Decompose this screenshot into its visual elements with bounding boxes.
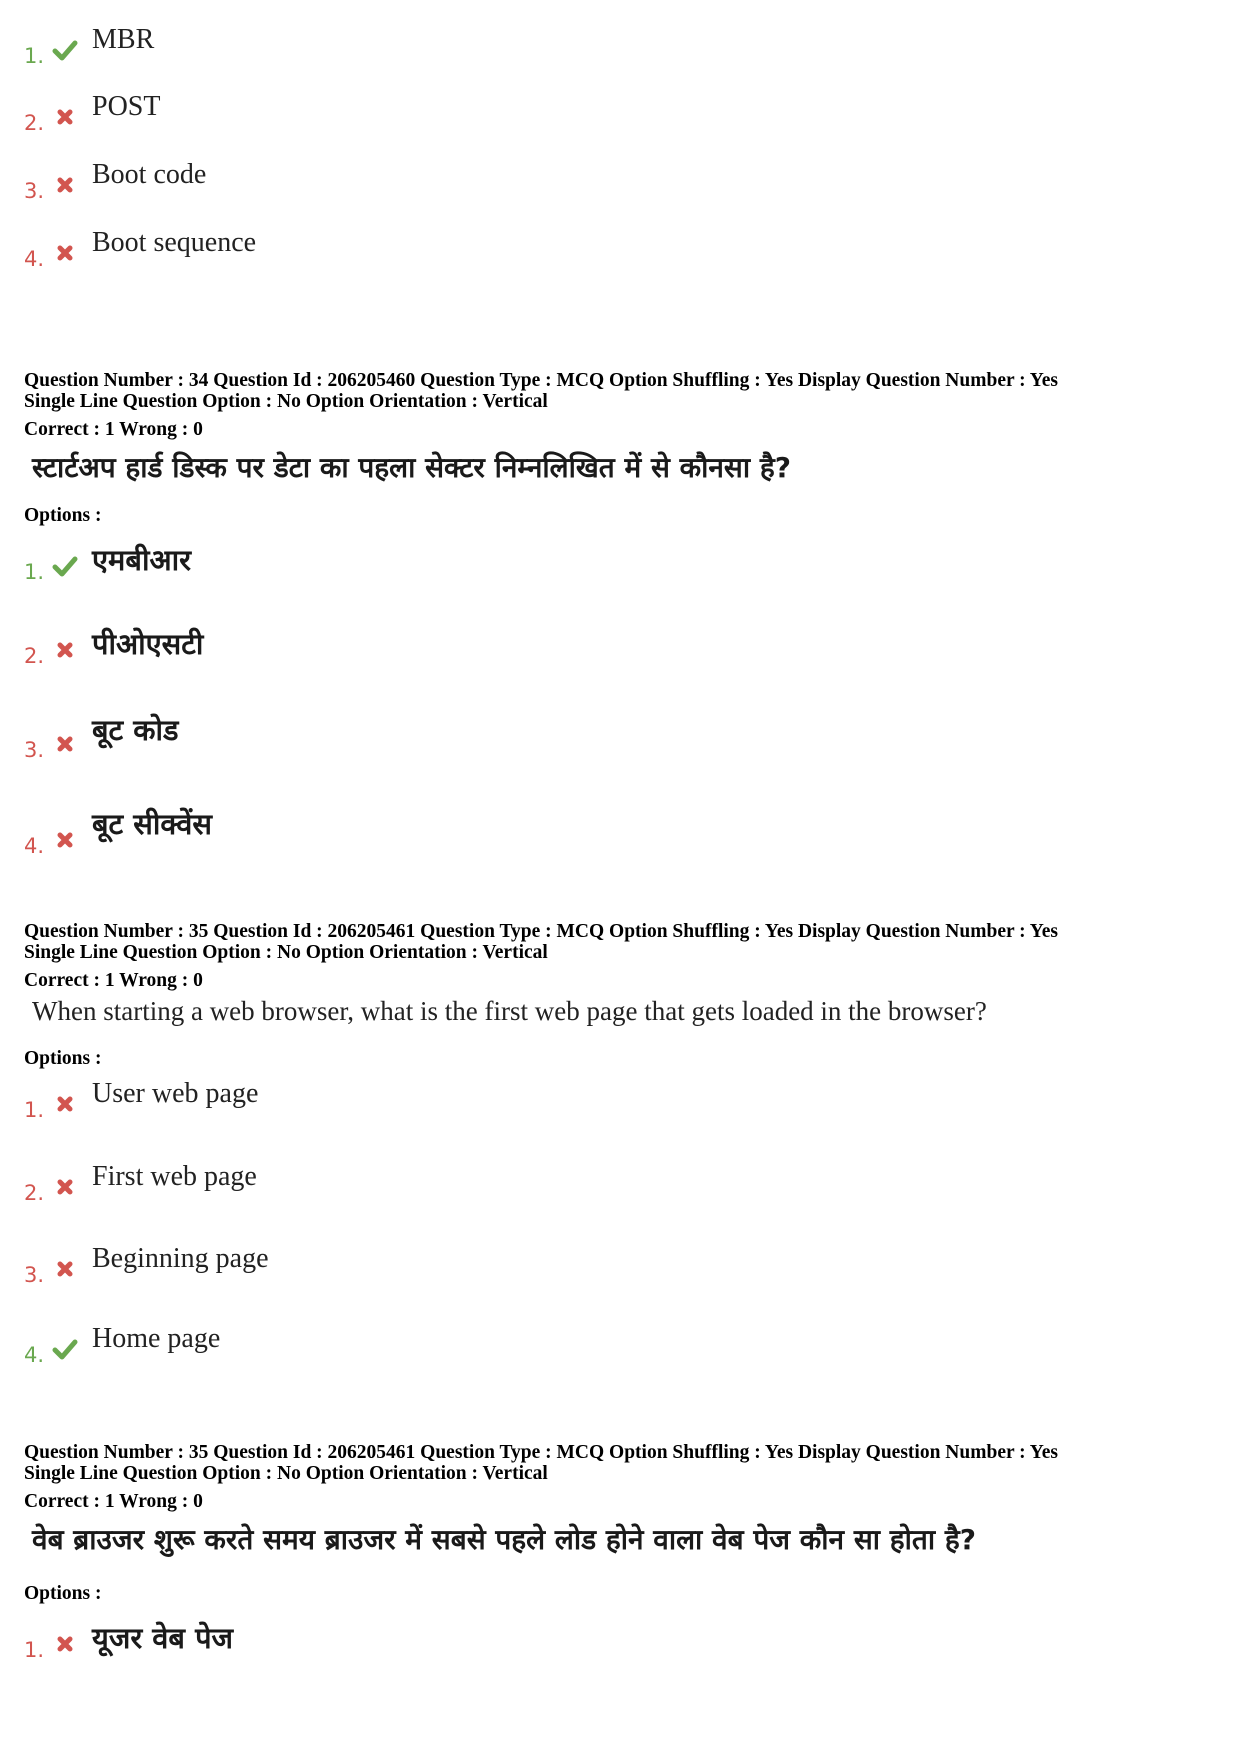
option-item — [24, 22, 724, 72]
option-number: 4. — [24, 834, 45, 858]
option-number: 3. — [24, 1263, 45, 1287]
option-item — [24, 807, 724, 862]
option-item — [24, 713, 724, 766]
option-text: बूट सीक्वेंस — [92, 807, 212, 841]
cross-icon — [52, 828, 78, 852]
option-item — [24, 1076, 724, 1126]
option-item — [24, 157, 724, 207]
option-item — [24, 1321, 724, 1371]
option-text: MBR — [92, 24, 155, 55]
question-meta-line: Single Line Question Option : No Option Orientation : Vertical — [24, 391, 548, 412]
option-number: 1. — [24, 1098, 45, 1122]
option-number: 2. — [24, 111, 45, 135]
option-text: POST — [92, 91, 161, 122]
checkmark-icon — [52, 38, 78, 62]
options-label: Options : — [24, 1048, 102, 1069]
option-item — [24, 1616, 724, 1666]
checkmark-icon — [52, 554, 78, 578]
question-meta-line: Question Number : 34 Question Id : 206205460 Question Type : MCQ Option Shuffling : Yes Display Question Number : Yes — [24, 370, 1058, 391]
option-number: 2. — [24, 644, 45, 668]
option-text: एमबीआर — [92, 543, 191, 577]
checkmark-icon — [52, 1337, 78, 1361]
score-line: Correct : 1 Wrong : 0 — [24, 1491, 203, 1512]
option-item — [24, 538, 724, 588]
question-text: स्टार्टअप हार्ड डिस्क पर डेटा का पहला सेक्टर निम्नलिखित में से कौनसा है? — [32, 451, 791, 484]
option-item — [24, 89, 724, 139]
question-meta-line: Question Number : 35 Question Id : 206205461 Question Type : MCQ Option Shuffling : Yes Display Question Number : Yes — [24, 921, 1058, 942]
option-item — [24, 622, 724, 672]
option-number: 2. — [24, 1181, 45, 1205]
option-item — [24, 1241, 724, 1291]
option-text: Home page — [92, 1323, 221, 1354]
cross-icon — [52, 638, 78, 662]
question-meta — [24, 921, 1224, 991]
question-meta — [24, 370, 1224, 440]
option-text: यूजर वेब पेज — [92, 1621, 234, 1655]
question-meta-line: Single Line Question Option : No Option Orientation : Vertical — [24, 1463, 548, 1484]
option-number: 1. — [24, 560, 45, 584]
option-number: 1. — [24, 44, 45, 68]
cross-icon — [52, 1175, 78, 1199]
option-text: First web page — [92, 1161, 257, 1192]
option-number: 4. — [24, 1343, 45, 1367]
cross-icon — [52, 105, 78, 129]
option-text: बूट कोड — [92, 713, 179, 747]
score-line: Correct : 1 Wrong : 0 — [24, 419, 203, 440]
cross-icon — [52, 1632, 78, 1656]
option-text: Beginning page — [92, 1243, 269, 1274]
question-meta-line: Question Number : 35 Question Id : 206205461 Question Type : MCQ Option Shuffling : Yes Display Question Number : Yes — [24, 1442, 1058, 1463]
option-text: Boot code — [92, 159, 207, 190]
question-text: When starting a web browser, what is the first web page that gets loaded in the browser? — [32, 996, 987, 1026]
option-text: पीओएसटी — [92, 627, 204, 661]
cross-icon — [52, 732, 78, 756]
question-meta — [24, 1442, 1224, 1512]
option-text: User web page — [92, 1078, 259, 1109]
option-item — [24, 225, 724, 275]
options-label: Options : — [24, 1583, 102, 1604]
cross-icon — [52, 1257, 78, 1281]
options-label: Options : — [24, 505, 102, 526]
question-text: वेब ब्राउजर शुरू करते समय ब्राउजर में सबसे पहले लोड होने वाला वेब पेज कौन सा होता है? — [32, 1523, 976, 1556]
cross-icon — [52, 241, 78, 265]
question-meta-line: Single Line Question Option : No Option Orientation : Vertical — [24, 942, 548, 963]
cross-icon — [52, 1092, 78, 1116]
cross-icon — [52, 173, 78, 197]
option-number: 3. — [24, 738, 45, 762]
option-number: 3. — [24, 179, 45, 203]
option-number: 4. — [24, 247, 45, 271]
option-number: 1. — [24, 1638, 45, 1662]
option-item — [24, 1159, 724, 1209]
score-line: Correct : 1 Wrong : 0 — [24, 970, 203, 991]
option-text: Boot sequence — [92, 227, 257, 258]
